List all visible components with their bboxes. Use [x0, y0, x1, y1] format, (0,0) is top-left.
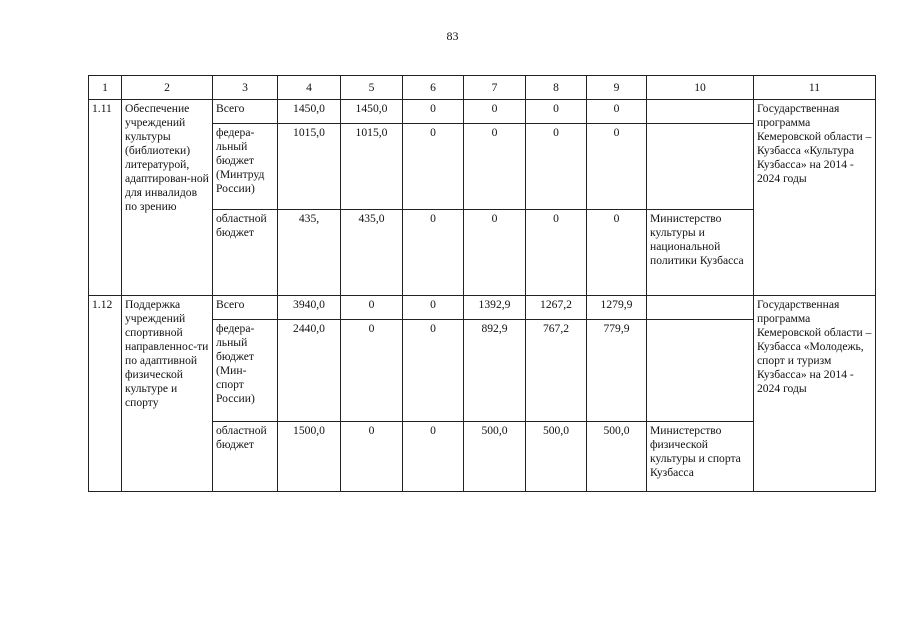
funding-source: Всего [213, 296, 278, 320]
cell-value: 435,0 [341, 210, 403, 296]
cell-value: 0 [341, 320, 403, 422]
item-id: 1.11 [89, 100, 122, 296]
cell-value: 0 [341, 422, 403, 492]
cell-value: 0 [403, 296, 464, 320]
column-header: 9 [587, 76, 647, 100]
column-header: 7 [464, 76, 526, 100]
page-number: 83 [446, 29, 459, 43]
cell-value: 0 [403, 100, 464, 124]
cell-value: 779,9 [587, 320, 647, 422]
cell-value: 892,9 [464, 320, 526, 422]
cell-value: 500,0 [526, 422, 587, 492]
cell-value: 0 [587, 100, 647, 124]
executor: Министерство культуры и национальной политики Кузбасса [647, 210, 754, 296]
cell-value: 1450,0 [341, 100, 403, 124]
table-row [89, 100, 876, 124]
cell-value: 1015,0 [341, 124, 403, 210]
column-header: 11 [754, 76, 876, 100]
cell-value: 1500,0 [278, 422, 341, 492]
cell-value: 1392,9 [464, 296, 526, 320]
funding-source: областной бюджет [213, 210, 278, 296]
executor: Министерство физической культуры и спорта Кузбасса [647, 422, 754, 492]
funding-source: областной бюджет [213, 422, 278, 492]
item-id: 1.12 [89, 296, 122, 492]
column-header: 10 [647, 76, 754, 100]
executor [647, 320, 754, 422]
cell-value: 0 [526, 124, 587, 210]
funding-source: Всего [213, 100, 278, 124]
cell-value: 500,0 [464, 422, 526, 492]
column-header: 2 [122, 76, 213, 100]
column-header: 8 [526, 76, 587, 100]
column-header: 6 [403, 76, 464, 100]
cell-value: 0 [403, 320, 464, 422]
cell-value: 1279,9 [587, 296, 647, 320]
column-header: 5 [341, 76, 403, 100]
table-row [89, 296, 876, 320]
funding-source: федера-льный бюджет (Минтруд России) [213, 124, 278, 210]
cell-value: 435, [278, 210, 341, 296]
cell-value: 0 [587, 124, 647, 210]
cell-value: 0 [464, 124, 526, 210]
cell-value: 0 [341, 296, 403, 320]
cell-value: 0 [526, 210, 587, 296]
cell-value: 3940,0 [278, 296, 341, 320]
cell-value: 0 [464, 210, 526, 296]
executor [647, 296, 754, 320]
cell-value: 2440,0 [278, 320, 341, 422]
column-header: 1 [89, 76, 122, 100]
cell-value: 0 [403, 124, 464, 210]
cell-value: 767,2 [526, 320, 587, 422]
funding-source: федера-льный бюджет (Мин-спорт России) [213, 320, 278, 422]
cell-value: 1267,2 [526, 296, 587, 320]
cell-value: 1015,0 [278, 124, 341, 210]
item-name: Поддержка учреждений спортивной направленнос-ти по адаптивной физической культуре и спорту [122, 296, 213, 492]
state-program: Государственная программа Кемеровской области – Кузбасса «Молодежь, спорт и туризм Кузбасса» на 2014 - 2024 годы [754, 296, 876, 492]
executor [647, 124, 754, 210]
cell-value: 500,0 [587, 422, 647, 492]
cell-value: 0 [587, 210, 647, 296]
program-table [88, 75, 876, 492]
cell-value: 0 [403, 210, 464, 296]
cell-value: 0 [403, 422, 464, 492]
cell-value: 0 [526, 100, 587, 124]
cell-value: 1450,0 [278, 100, 341, 124]
state-program: Государственная программа Кемеровской области – Кузбасса «Культура Кузбасса» на 2014 - 2024 годы [754, 100, 876, 296]
column-header: 3 [213, 76, 278, 100]
header-row [89, 76, 876, 100]
executor [647, 100, 754, 124]
column-header: 4 [278, 76, 341, 100]
cell-value: 0 [464, 100, 526, 124]
item-name: Обеспечение учреждений культуры (библиотеки) литературой, адаптирован-ной для инвалидов по зрению [122, 100, 213, 296]
